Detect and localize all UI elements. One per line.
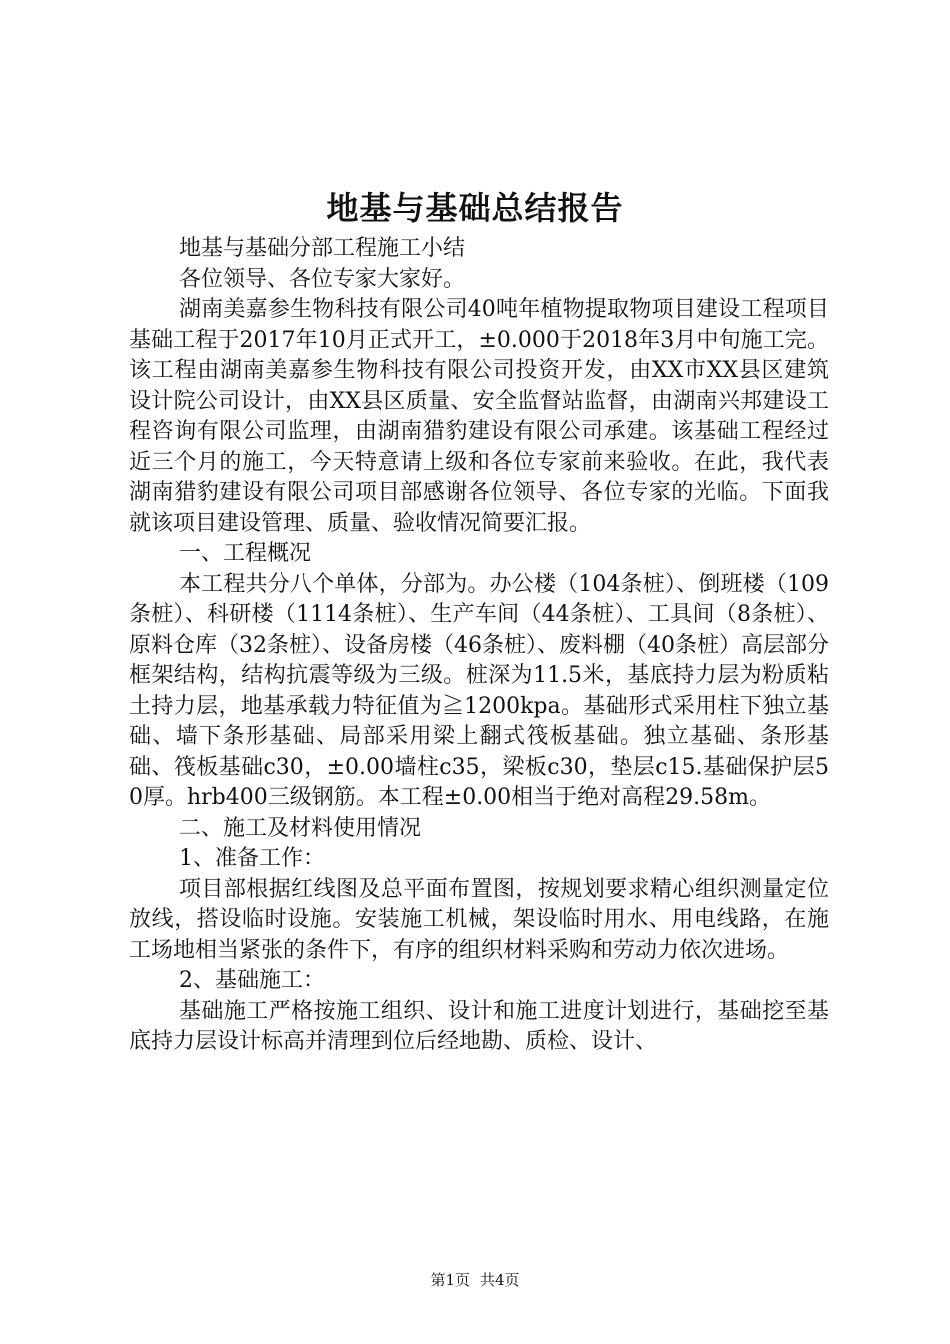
page-footer: [0, 1270, 950, 1290]
subsection-heading: 2、基础施工：: [179, 968, 325, 993]
document-title: 地基与基础总结报告: [326, 189, 624, 227]
page-number: 第1页: [430, 1271, 470, 1289]
section-heading: 地基与基础分部工程施工小结: [179, 236, 466, 261]
intro-paragraph: 湖南美嘉参生物科技有限公司40吨年植物提取物项目建设工程项目基础工程于2017年10月正式开工，±0.000于2018年3月中旬施工完。该工程由湖南美嘉参生物科技有限公司投资开发，由XX市XX县区建筑设计院公司设计，由XX县区质量、安全监督站监督，由湖南兴邦建设工程咨询有限公司监理，由湖南猎豹建设有限公司承建。该基础工程经过近三个月的施工，今天特意请上级和各位专家前来验收。在此，我代表湖南猎豹建设有限公司项目部感谢各位领导、各位专家的光临。下面我就该项目建设管理、质量、验收情况简要汇报。: [129, 297, 829, 536]
section-heading: 二、施工及材料使用情况: [179, 815, 422, 841]
greeting-paragraph: 各位领导、各位专家大家好。: [179, 266, 466, 292]
page-total: 共4页: [480, 1271, 520, 1289]
foundation-paragraph: 基础施工严格按施工组织、设计和施工进度计划进行，基础挖至基底持力层设计标高并清理到位后经地勘、质检、设计、: [129, 998, 829, 1054]
section-heading: 一、工程概况: [179, 541, 312, 566]
document-body: [129, 234, 829, 1058]
overview-paragraph: 本工程共分八个单体，分部为。办公楼（104条桩）、倒班楼（109条桩）、科研楼（1114条桩）、生产车间（44条桩）、工具间（8条桩）、原料仓库（32条桩）、设备房楼（46条桩）、废料棚（40条桩）高层部分框架结构，结构抗震等级为三级。桩深为11.5米，基底持力层为粉质粘土持力层，地基承载力特征值为≧1200kpa。基础形式采用柱下独立基础、墙下条形基础、局部采用梁上翻式筏板基础。独立基础、条形基础、筏板基础c30，±0.00墙柱c35，梁板c30，垫层c15.基础保护层50厚。hrb400三级钢筋。本工程±0.00相当于绝对高程29.58m。: [129, 571, 829, 810]
preparation-paragraph: 项目部根据红线图及总平面布置图，按规划要求精心组织测量定位放线，搭设临时设施。安装施工机械，架设临时用水、用电线路，在施工场地相当紧张的条件下，有序的组织材料采购和劳动力依次进场。: [129, 876, 829, 963]
subsection-heading: 1、准备工作：: [179, 846, 325, 871]
